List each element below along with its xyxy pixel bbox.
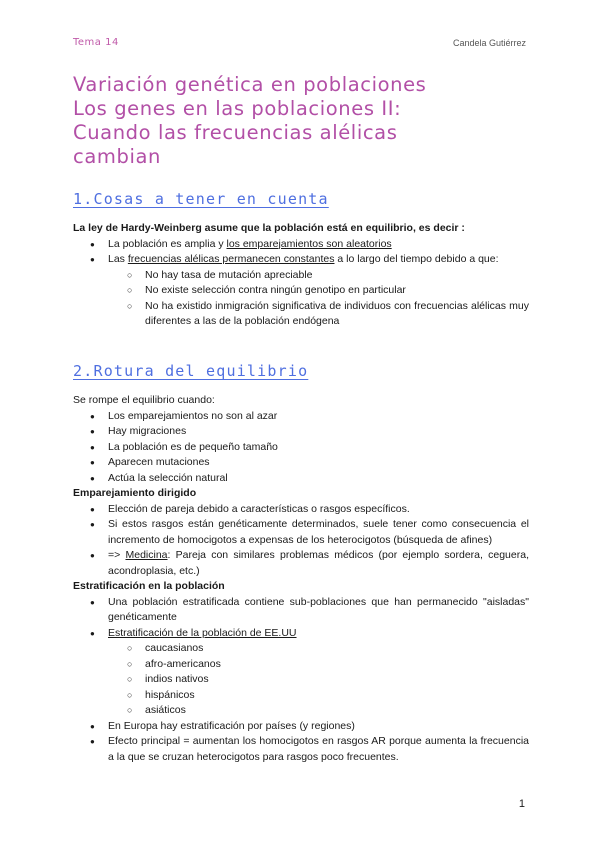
list-item: ● Hay migraciones	[73, 424, 529, 440]
emparejamiento-list	[73, 502, 529, 580]
subheading-emparejamiento: Emparejamiento dirigido	[73, 487, 197, 499]
list-item	[73, 252, 529, 268]
sub-list-item: ○ No ha existido inmigración significativa de individuos con frecuencias alélicas muy diferentes a las de la población endógena	[73, 299, 529, 330]
underlined-text: Estratificación de la población de EE.UU	[108, 626, 297, 639]
section-2-body	[73, 393, 529, 765]
hardy-weinberg-intro: La ley de Hardy-Weinberg asume que la población está en equilibrio, es decir :	[73, 222, 465, 234]
text: : Pareja con similares problemas médicos (por ejemplo sordera, ceguera, acondroplasia, etc.)	[108, 549, 529, 577]
sub-list-item: ○ afro-americanos	[73, 657, 529, 673]
assumption-list	[73, 237, 529, 330]
sub-list-item: ○ No hay tasa de mutación apreciable	[73, 268, 529, 284]
sub-list-item: ○ asiáticos	[73, 703, 529, 719]
list-item	[73, 548, 529, 579]
estratificacion-list	[73, 595, 529, 766]
list-item: ● Aparecen mutaciones	[73, 455, 529, 471]
list-item: ● Una población estratificada contiene sub-poblaciones que han permanecido "aisladas" genéticamente	[73, 595, 529, 626]
list-item: ● Los emparejamientos no son al azar	[73, 409, 529, 425]
underlined-text: Medicina	[125, 549, 168, 561]
title-line: cambian	[73, 145, 161, 168]
sub-list-item: ○ indios nativos	[73, 672, 529, 688]
sub-list-item: ○ No existe selección contra ningún genotipo en particular	[73, 283, 529, 299]
section-heading-1: 1.Cosas a tener en cuenta	[73, 190, 329, 208]
causes-list	[73, 409, 529, 487]
subheading-estratificacion: Estratificación en la población	[73, 580, 225, 592]
list-item	[73, 626, 529, 642]
title-line: Variación genética en poblaciones	[73, 73, 427, 96]
text: Las	[108, 253, 128, 265]
list-item: ● La población es de pequeño tamaño	[73, 440, 529, 456]
title-line: Los genes en las poblaciones II:	[73, 97, 402, 120]
sub-list-item: ○ caucasianos	[73, 641, 529, 657]
list-item: ● Elección de pareja debido a características o rasgos específicos.	[73, 502, 529, 518]
text: a lo largo del tiempo debido a que:	[334, 253, 499, 265]
text: =>	[108, 549, 126, 561]
list-item: ● Actúa la selección natural	[73, 471, 529, 487]
rotura-intro: Se rompe el equilibrio cuando:	[73, 394, 215, 406]
page-number: 1	[518, 798, 525, 810]
header-author: Candela Gutiérrez	[452, 38, 526, 48]
text: La población es amplia y	[108, 237, 227, 250]
section-heading-2: 2.Rotura del equilibrio	[73, 362, 309, 380]
sub-list-item: ○ hispánicos	[73, 688, 529, 704]
underlined-text: los emparejamientos son aleatorios	[226, 237, 392, 250]
page-title	[73, 73, 543, 169]
list-item: ● Si estos rasgos están genéticamente determinados, suele tener como consecuencia el incremento de homocigotos a expensas de los heterocigotos (búsqueda de afines)	[73, 517, 529, 548]
title-line: Cuando las frecuencias alélicas	[73, 121, 398, 144]
list-item: ● Efecto principal = aumentan los homocigotos en rasgos AR porque aumenta la frecuencia a la que se cruzan heterocigotos para rasgos poco frecuentes.	[73, 734, 529, 765]
underlined-text: frecuencias alélicas permanecen constantes	[127, 253, 335, 265]
header-topic: Tema 14	[73, 37, 119, 48]
list-item: ● En Europa hay estratificación por países (y regiones)	[73, 719, 529, 735]
list-item	[73, 237, 529, 253]
section-1-body	[73, 221, 529, 330]
